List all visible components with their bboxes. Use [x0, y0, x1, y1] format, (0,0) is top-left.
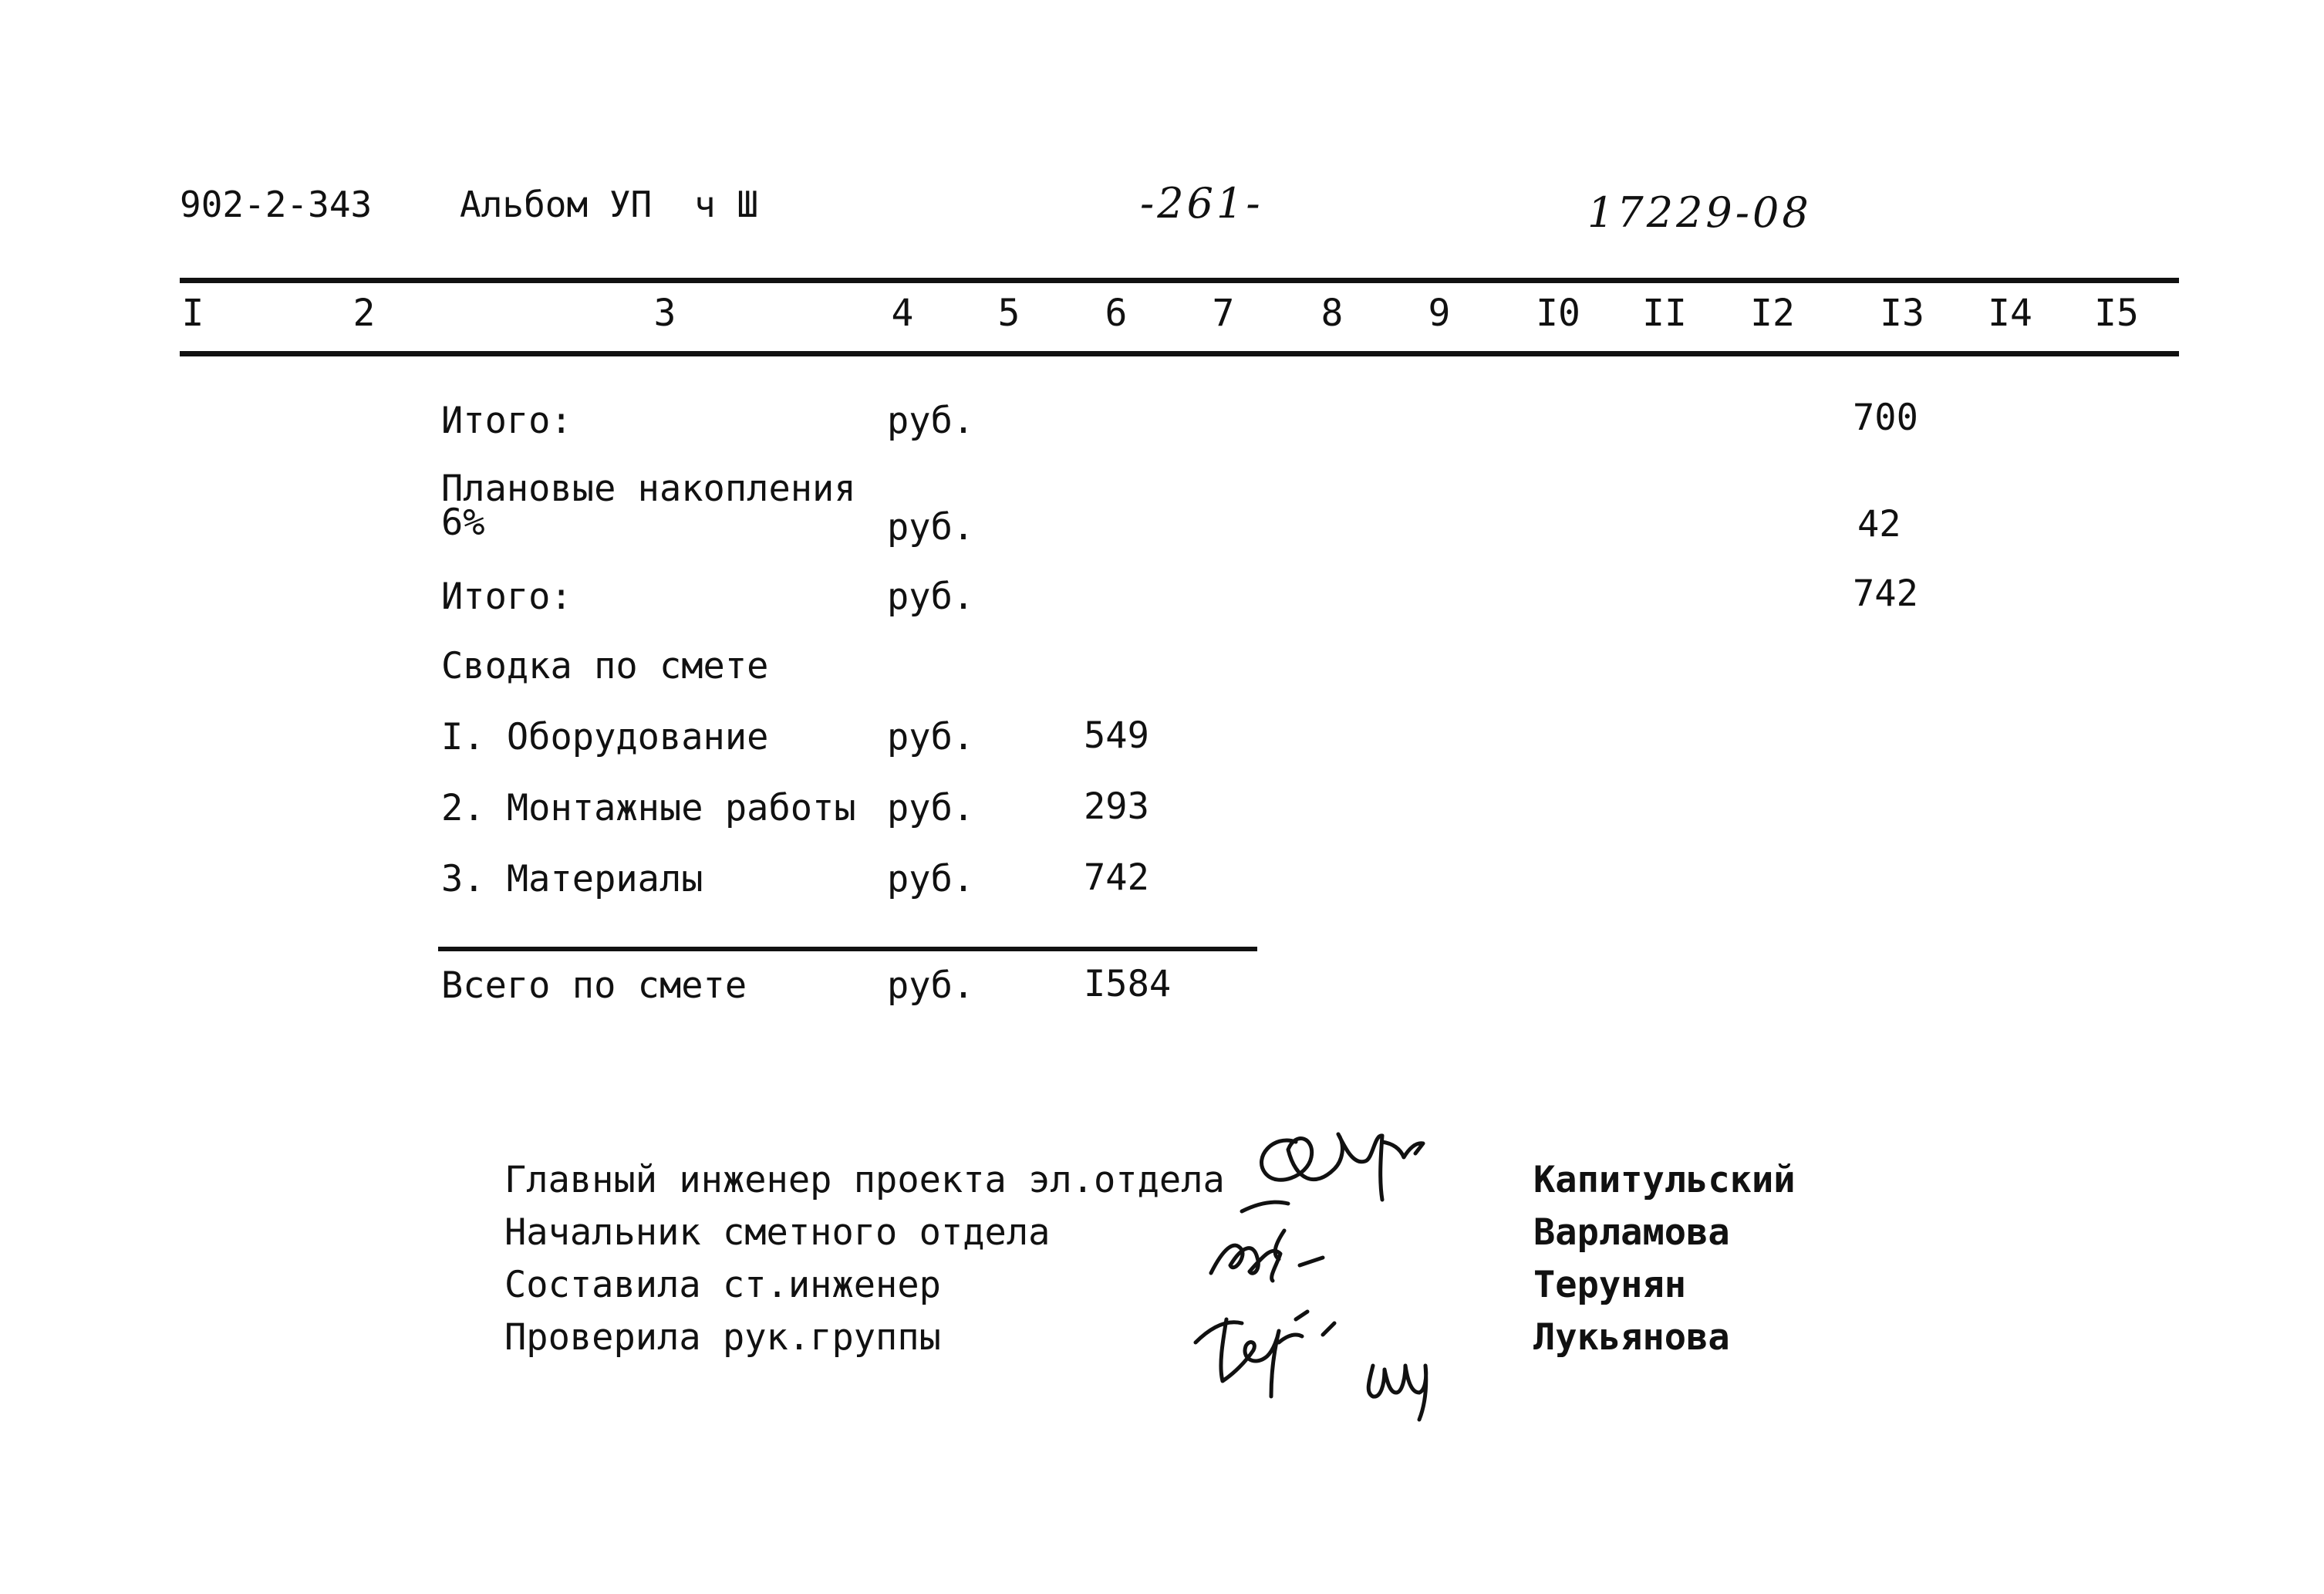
row-value-col13: 700	[1853, 397, 1918, 439]
column-number: 8	[1321, 292, 1344, 335]
row-name: Итого:	[441, 576, 572, 618]
summary-heading: Сводка по смете	[441, 645, 769, 687]
row-amount: 742	[1084, 856, 1149, 899]
row-unit: руб.	[887, 716, 975, 758]
column-number: 9	[1428, 292, 1451, 335]
row-unit: руб.	[887, 787, 975, 829]
row-name: Итого:	[441, 400, 572, 442]
document-number: 17229-08	[1587, 188, 1812, 237]
total-unit: руб.	[887, 964, 975, 1007]
signature-person: Варламова	[1533, 1211, 1730, 1254]
signature-role: Проверила рук.группы	[504, 1316, 941, 1359]
column-number: 2	[352, 292, 376, 335]
row-value-col13: 42	[1857, 503, 1901, 545]
total-amount: I584	[1084, 963, 1172, 1005]
row-amount: 293	[1084, 785, 1149, 828]
signature-role: Составила ст.инженер	[504, 1264, 941, 1306]
signature-person: Лукьянова	[1533, 1316, 1730, 1359]
handwritten-signatures	[1180, 1088, 1520, 1427]
row-unit: руб.	[887, 400, 975, 442]
album-part: ч Ш	[694, 184, 759, 225]
signature-person: Терунян	[1533, 1264, 1687, 1306]
row-name: 2. Монтажные работы	[441, 787, 856, 829]
total-rule	[438, 947, 1257, 951]
album-label: Альбом УП	[460, 184, 653, 225]
table-top-rule	[180, 278, 2179, 283]
page-number: -261-	[1140, 179, 1263, 228]
column-number: 4	[891, 292, 914, 335]
column-number: 7	[1212, 292, 1235, 335]
column-number: I4	[1988, 292, 2032, 335]
column-number: I5	[2094, 292, 2139, 335]
row-unit: руб.	[887, 858, 975, 900]
row-value-col13: 742	[1853, 572, 1918, 615]
column-number: 6	[1105, 292, 1128, 335]
document-code: 902-2-343	[180, 184, 373, 225]
signature-person: Капитульский	[1533, 1159, 1796, 1201]
total-name: Всего по смете	[441, 964, 747, 1007]
row-name: 3. Материалы	[441, 858, 703, 900]
table-header-bottom-rule	[180, 351, 2179, 356]
row-amount: 549	[1084, 714, 1149, 757]
signature-role: Начальник сметного отдела	[504, 1211, 1051, 1254]
column-number: II	[1642, 292, 1687, 335]
column-number: I3	[1880, 292, 1924, 335]
column-number: I	[181, 292, 204, 335]
signature-role: Главный инженер проекта эл.отдела	[504, 1159, 1225, 1201]
column-number: I0	[1536, 292, 1580, 335]
column-number: 3	[653, 292, 676, 335]
row-name: Плановые накопления 6%	[441, 468, 856, 544]
column-number: I2	[1750, 292, 1795, 335]
row-unit: руб.	[887, 576, 975, 618]
row-name: I. Оборудование	[441, 716, 769, 758]
column-number: 5	[997, 292, 1020, 335]
row-unit: руб.	[887, 506, 975, 549]
